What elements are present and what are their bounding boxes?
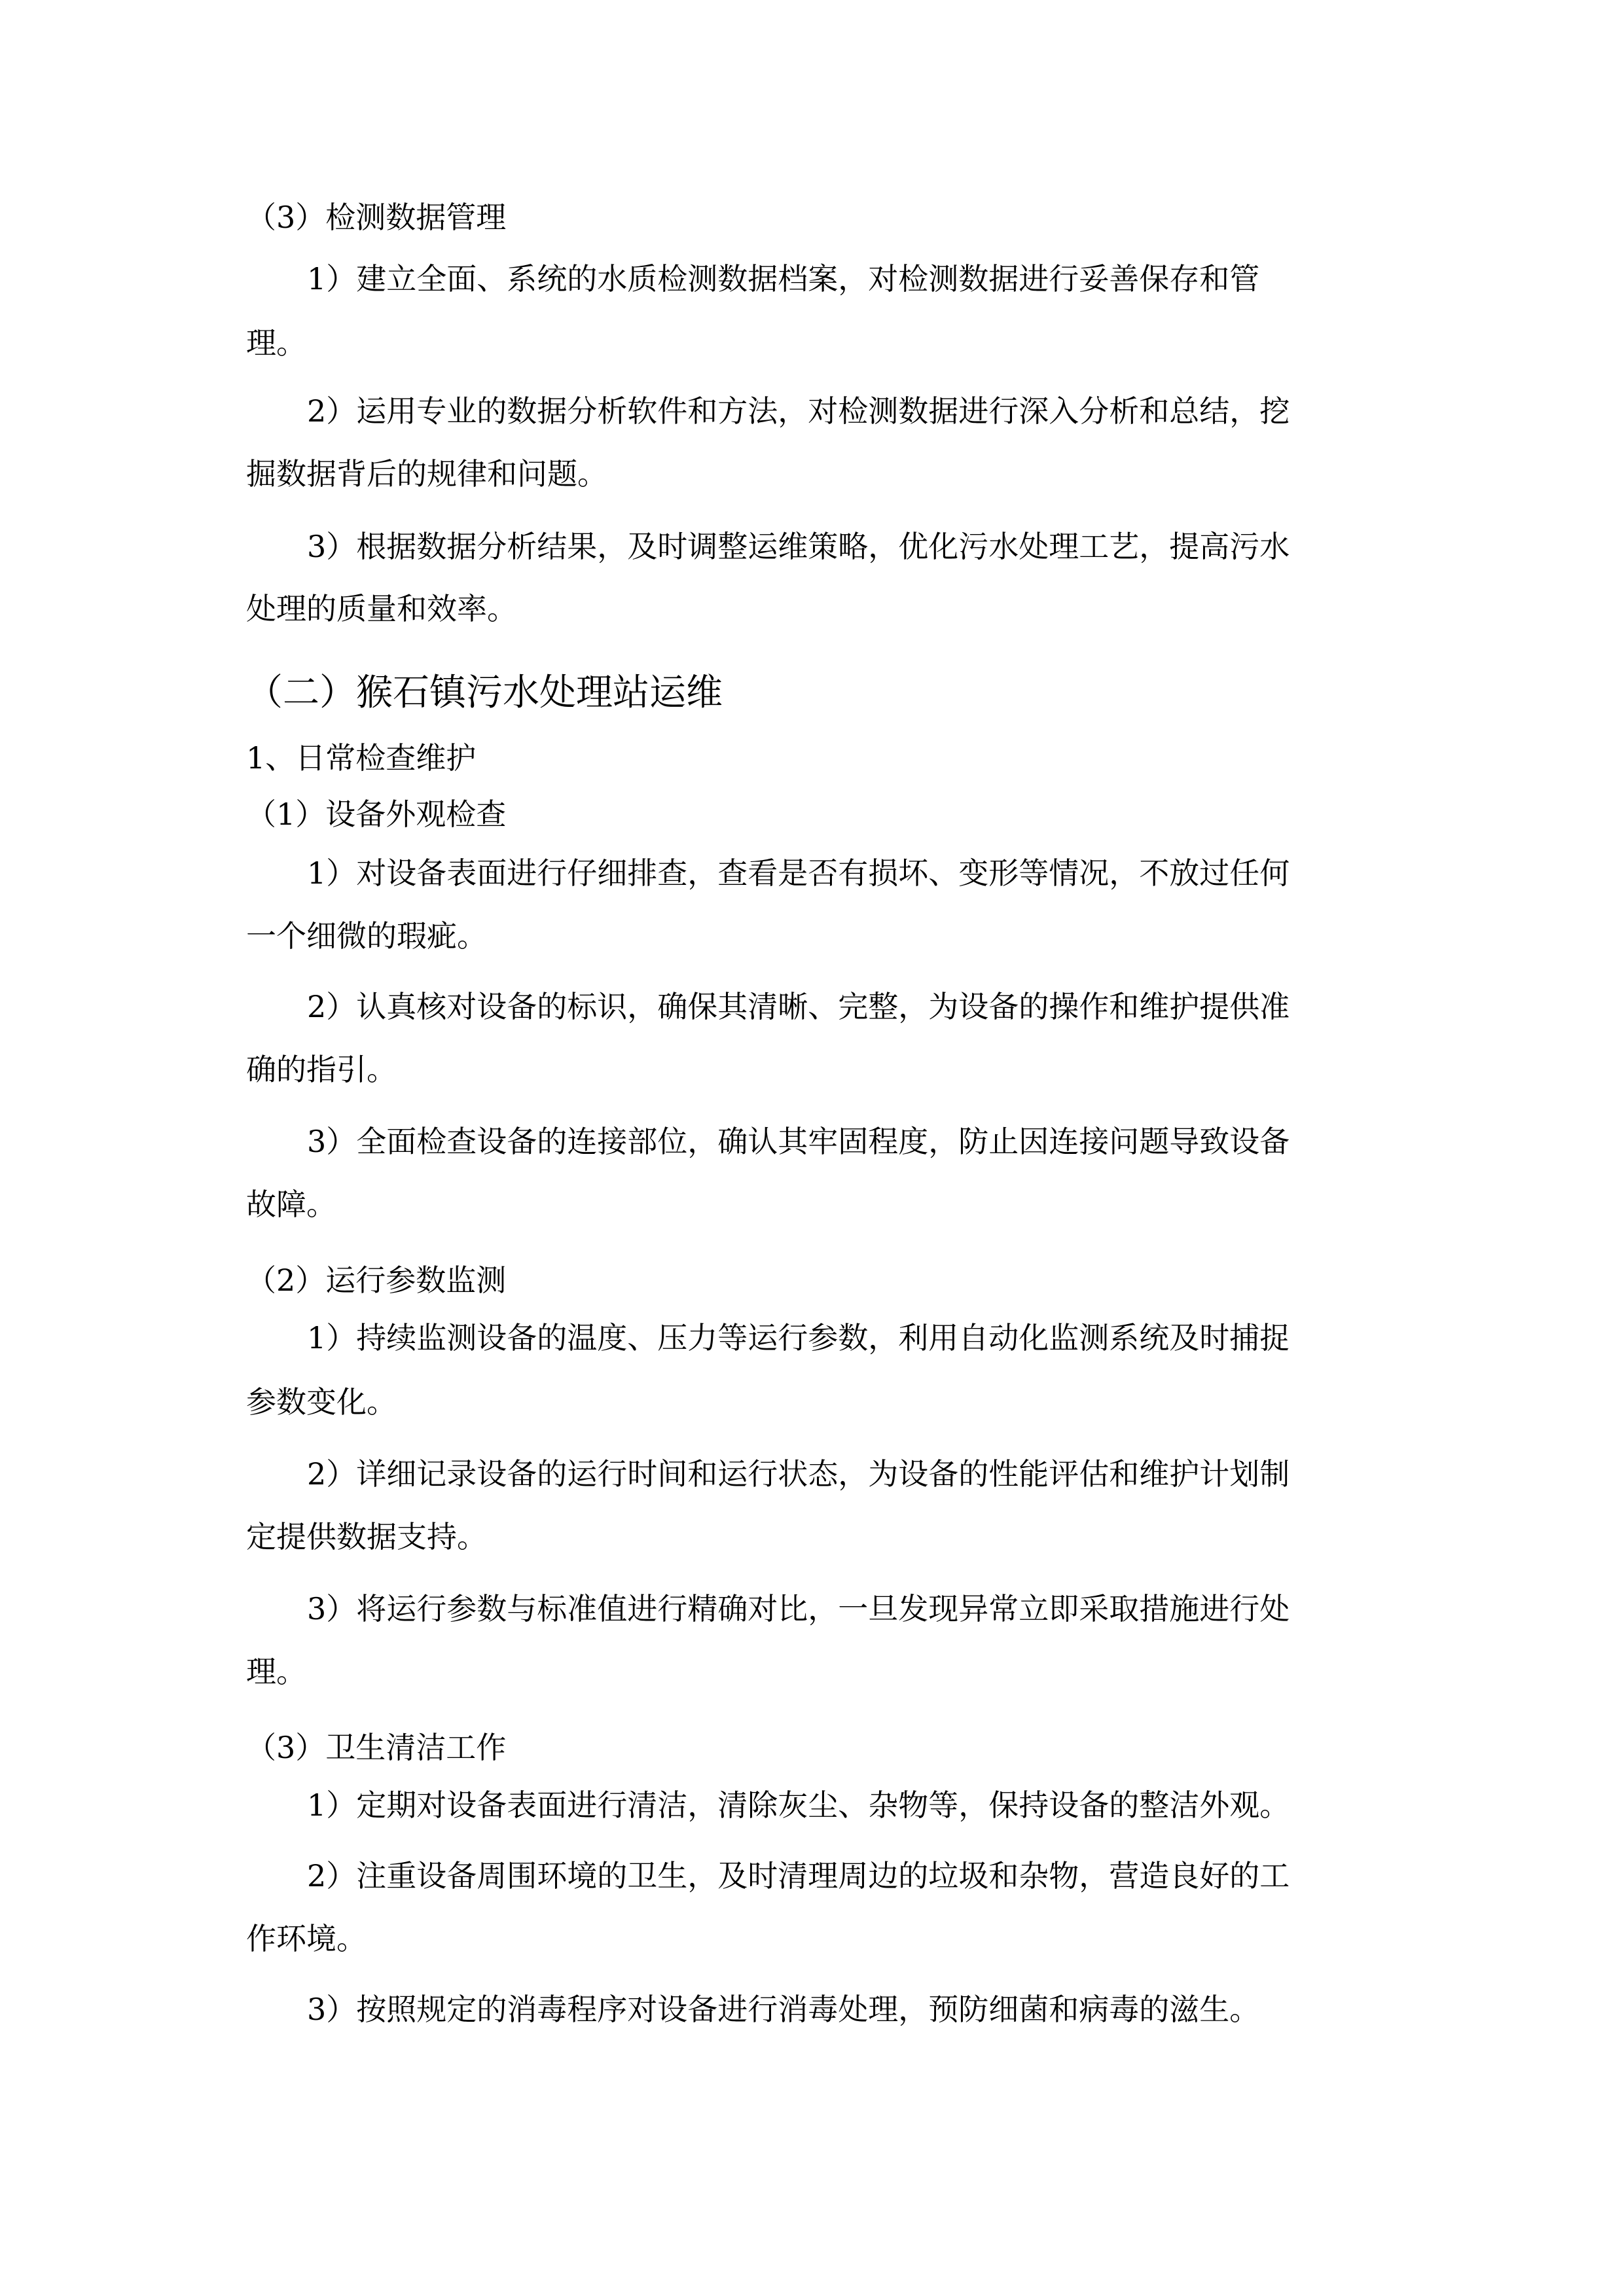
paragraph-line: 3）根据数据分析结果，及时调整运维策略，优化污水处理工艺，提高污水 (307, 529, 1290, 564)
section-heading: （二）猴石镇污水处理站运维 (246, 672, 723, 714)
paragraph-line: 1）定期对设备表面进行清洁，清除灰尘、杂物等，保持设备的整洁外观。 (307, 1787, 1290, 1823)
paragraph-line: 故障。 (246, 1187, 336, 1222)
paragraph-line: 2）详细记录设备的运行时间和运行状态，为设备的性能评估和维护计划制 (307, 1456, 1290, 1492)
paragraph-line: 一个细微的瑕疵。 (246, 918, 487, 954)
paragraph-line: 1）建立全面、系统的水质检测数据档案，对检测数据进行妥善保存和管 (307, 261, 1260, 296)
paragraph-line: 处理的质量和效率。 (246, 591, 517, 626)
paragraph-line: 1）对设备表面进行仔细排查，查看是否有损坏、变形等情况，不放过任何 (307, 855, 1290, 891)
paragraph-line: 定提供数据支持。 (246, 1519, 487, 1554)
paragraph-line: 作环境。 (246, 1921, 367, 1956)
subsection-title-sanitation: （3）卫生清洁工作 (246, 1730, 507, 1765)
subsection-title-parameter-monitoring: （2）运行参数监测 (246, 1263, 507, 1298)
paragraph-line: 3）全面检查设备的连接部位，确认其牢固程度，防止因连接问题导致设备 (307, 1124, 1290, 1159)
paragraph-line: 3）按照规定的消毒程序对设备进行消毒处理，预防细菌和病毒的滋生。 (307, 1992, 1260, 2027)
paragraph-line: 1）持续监测设备的温度、压力等运行参数，利用自动化监测系统及时捕捉 (307, 1320, 1290, 1355)
subheading-daily-maintenance: 1、日常检查维护 (246, 740, 477, 776)
paragraph-line: 掘数据背后的规律和问题。 (246, 456, 607, 492)
paragraph-line: 2）认真核对设备的标识，确保其清晰、完整，为设备的操作和维护提供准 (307, 989, 1290, 1024)
paragraph-line: 2）运用专业的数据分析软件和方法，对检测数据进行深入分析和总结，挖 (307, 393, 1290, 429)
paragraph-line: 确的指引。 (246, 1052, 397, 1087)
paragraph-line: 3）将运行参数与标准值进行精确对比，一旦发现异常立即采取措施进行处 (307, 1591, 1290, 1626)
paragraph-line: 2）注重设备周围环境的卫生，及时清理周边的垃圾和杂物，营造良好的工 (307, 1858, 1290, 1893)
paragraph-line: 参数变化。 (246, 1384, 397, 1420)
paragraph-line: 理。 (246, 1654, 306, 1689)
subsection-title-appearance-check: （1）设备外观检查 (246, 797, 507, 832)
paragraph-line: 理。 (246, 325, 306, 361)
subsection-title-data-management: （3）检测数据管理 (246, 200, 507, 235)
